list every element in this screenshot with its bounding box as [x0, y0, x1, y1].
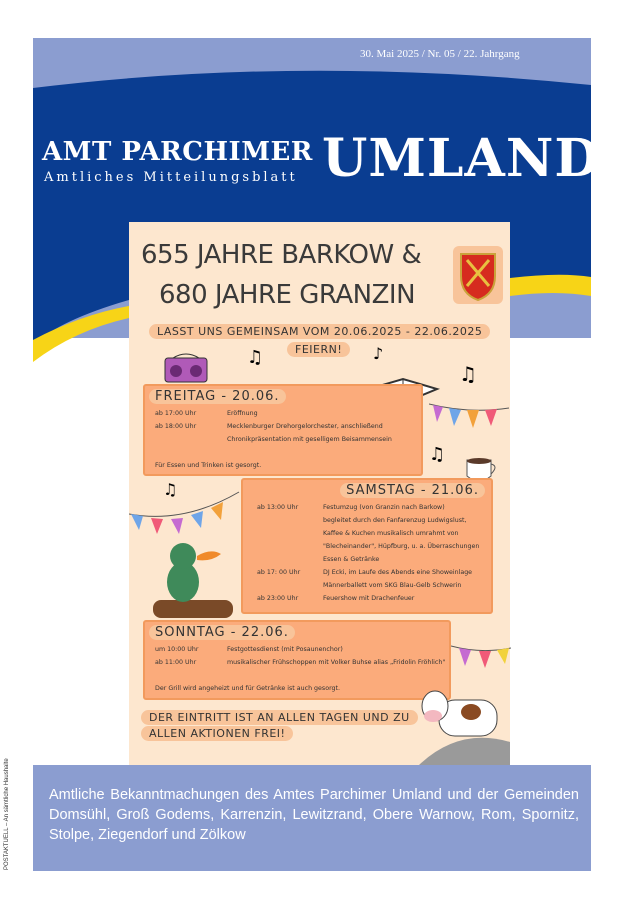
side-postal-label: POSTAKTUELL – An sämtliche Haushalte	[4, 758, 10, 870]
event: Kaffee & Kuchen musikalisch umrahmt von	[323, 530, 459, 537]
bunting-icon	[129, 484, 241, 534]
invite-feiern: FEIERN!	[287, 342, 350, 357]
headline-barkow: 655 JAHRE BARKOW &	[141, 240, 422, 270]
day-title: FREITAG - 20.06.	[149, 389, 286, 404]
closing-line-2: ALLEN AKTIONEN FREI!	[141, 726, 293, 741]
title-umland: UMLAND	[322, 128, 601, 189]
music-note-icon: ♫	[429, 444, 446, 465]
time: ab 11:00 Uhr	[155, 659, 197, 666]
time: ab 17:00 Uhr	[155, 410, 197, 417]
event: Eröffnung	[227, 410, 258, 417]
boombox-icon	[163, 352, 209, 384]
bunting-icon	[429, 400, 509, 436]
music-note-icon: ♫	[459, 362, 477, 386]
event: Essen & Getränke	[323, 556, 380, 563]
note: Der Grill wird angeheizt und für Getränke ist auch gesorgt.	[155, 685, 341, 692]
cow-icon	[409, 682, 510, 765]
day-box-sunday	[143, 620, 451, 700]
music-note-icon: ♫	[247, 347, 264, 368]
coat-of-arms-icon	[453, 246, 503, 304]
note: Für Essen und Trinken ist gesorgt.	[155, 462, 262, 469]
invite-dates: LASST UNS GEMEINSAM VOM 20.06.2025 - 22.06.2025	[149, 324, 490, 339]
headline-granzin: 680 JAHRE GRANZIN	[159, 280, 416, 310]
footer-text: Amtliche Bekanntmachungen des Amtes Parchimer Umland und der Gemeinden Domsühl, Groß Godems, Karrenzin, Lewitzrand, Obere Warnow, Rom, Spornitz, Stolpe, Ziegendorf und Zölkow	[49, 787, 579, 843]
event: Feuershow mit Drachenfeuer	[323, 595, 415, 602]
event: Chronikpräsentation mit geselligem Beisammensein	[227, 436, 392, 443]
time: ab 18:00 Uhr	[155, 423, 197, 430]
bunting-icon	[451, 642, 511, 672]
event: "Blecheinander", Hüpfburg, u. a. Überraschungen	[323, 543, 480, 550]
day-box-friday	[143, 384, 423, 476]
event: Festgottesdienst (mit Posaunenchor)	[227, 646, 343, 653]
dragon-icon	[149, 530, 239, 620]
subtitle: Amtliches Mitteilungsblatt	[44, 170, 298, 185]
event: Männerballett vom SKG Blau-Gelb Schwerin	[323, 582, 462, 589]
event-poster	[129, 222, 510, 765]
music-note-icon: ♪	[373, 344, 384, 363]
event: begleitet durch den Fanfarenzug Ludwigslust,	[323, 517, 467, 524]
event: Mecklenburger Drehorgelorchester, anschließend	[227, 423, 383, 430]
closing-line-1: DER EINTRITT IST AN ALLEN TAGEN UND ZU	[141, 710, 418, 725]
title-amt-parchimer: AMT PARCHIMER	[42, 137, 313, 167]
time: ab 13:00 Uhr	[257, 504, 299, 511]
event: DJ Ecki, im Laufe des Abends eine Showeinlage	[323, 569, 473, 576]
time: um 10:00 Uhr	[155, 646, 199, 653]
event: Festumzug (von Granzin nach Barkow)	[323, 504, 445, 511]
time: ab 17: 00 Uhr	[257, 569, 301, 576]
music-note-icon: ♫	[163, 480, 178, 499]
footer-panel	[33, 765, 591, 871]
day-title: SONNTAG - 22.06.	[149, 625, 295, 640]
day-box-saturday	[241, 478, 493, 614]
issue-info: 30. Mai 2025 / Nr. 05 / 22. Jahrgang	[360, 48, 520, 60]
time: ab 23:00 Uhr	[257, 595, 299, 602]
event: musikalischer Frühschoppen mit Volker Buhse alias „Fridolin Fröhlich"	[227, 659, 446, 666]
day-title: SAMSTAG - 21.06.	[340, 483, 485, 498]
